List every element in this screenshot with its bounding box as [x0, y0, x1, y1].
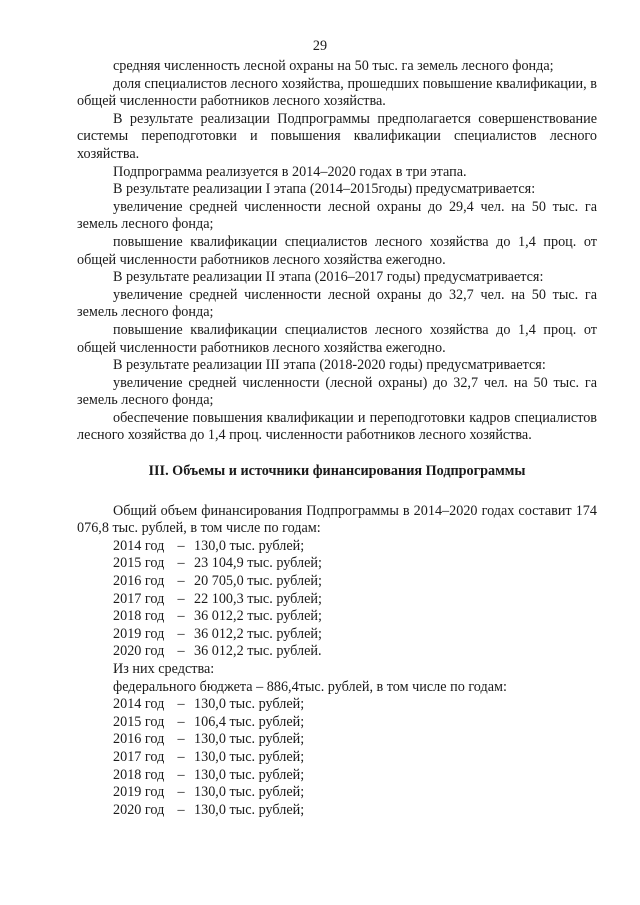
- document-body: [77, 58, 597, 819]
- paragraph: В результате реализации II этапа (2016–2017 годы) предусматривается:: [113, 269, 544, 286]
- funding-row: 2019 год – 130,0 тыс. рублей;: [113, 784, 305, 801]
- paragraph: повышение квалификации специалистов лесного хозяйства до 1,4 проц. от общей численности работников лесного хозяйства ежегодно.: [77, 321, 597, 356]
- paragraph: увеличение средней численности лесной охраны до 29,4 чел. на 50 тыс. га земель лесного фонда;: [77, 198, 597, 233]
- funding-row: 2019 год – 36 012,2 тыс. рублей;: [113, 625, 322, 642]
- paragraph: В результате реализации III этапа (2018-2020 годы) предусматривается:: [113, 357, 546, 374]
- paragraph: доля специалистов лесного хозяйства, прошедших повышение квалификации, в общей численности работников лесного хозяйства.: [77, 75, 597, 110]
- funding-row: 2015 год – 106,4 тыс. рублей;: [113, 713, 305, 730]
- funding-row: 2017 год – 130,0 тыс. рублей;: [113, 748, 305, 765]
- funding-row: 2014 год – 130,0 тыс. рублей;: [113, 696, 305, 713]
- paragraph: В результате реализации I этапа (2014–2015годы) предусматривается:: [113, 181, 536, 198]
- page-number: 29: [312, 38, 328, 54]
- federal-funding-list: [77, 696, 597, 819]
- funding-row: 2020 год – 130,0 тыс. рублей;: [113, 801, 305, 818]
- paragraph: повышение квалификации специалистов лесного хозяйства до 1,4 проц. от общей численности работников лесного хозяйства ежегодно.: [77, 233, 597, 268]
- paragraph: Подпрограмма реализуется в 2014–2020 годах в три этапа.: [113, 163, 467, 180]
- funding-row: 2014 год – 130,0 тыс. рублей;: [113, 537, 305, 554]
- funding-row: 2016 год – 20 705,0 тыс. рублей;: [113, 573, 322, 590]
- paragraph: увеличение средней численности (лесной охраны) до 32,7 чел. на 50 тыс. га земель лесного фонда;: [77, 374, 597, 409]
- funding-row: 2020 год – 36 012,2 тыс. рублей.: [113, 643, 322, 660]
- funding-intro: Общий объем финансирования Подпрограммы в 2014–2020 годах составит 174 076,8 тыс. рублей, в том числе по годам:: [77, 502, 597, 537]
- funding-row: 2015 год – 23 104,9 тыс. рублей;: [113, 555, 322, 572]
- funding-row: 2017 год – 22 100,3 тыс. рублей;: [113, 590, 322, 607]
- funding-row: 2018 год – 130,0 тыс. рублей;: [113, 766, 305, 783]
- federal-intro: федерального бюджета – 886,4тыс. рублей, в том числе по годам:: [113, 678, 507, 695]
- section-heading: III. Объемы и источники финансирования Подпрограммы: [148, 463, 526, 480]
- paragraph: увеличение средней численности лесной охраны до 32,7 чел. на 50 тыс. га земель лесного фонда;: [77, 286, 597, 321]
- total-funding-list: [77, 538, 597, 661]
- funding-row: 2018 год – 36 012,2 тыс. рублей;: [113, 608, 322, 625]
- paragraph: средняя численность лесной охраны на 50 тыс. га земель лесного фонда;: [113, 58, 554, 74]
- funding-row: 2016 год – 130,0 тыс. рублей;: [113, 731, 305, 748]
- paragraph: В результате реализации Подпрограммы предполагается совершенствование системы переподготовки и повышения квалификации специалистов лесного хозяйства.: [77, 110, 597, 162]
- paragraph: обеспечение повышения квалификации и переподготовки кадров специалистов лесного хозяйства до 1,4 проц. численности работников лесного хозяйства.: [77, 409, 597, 444]
- of-which-label: Из них средства:: [113, 661, 215, 677]
